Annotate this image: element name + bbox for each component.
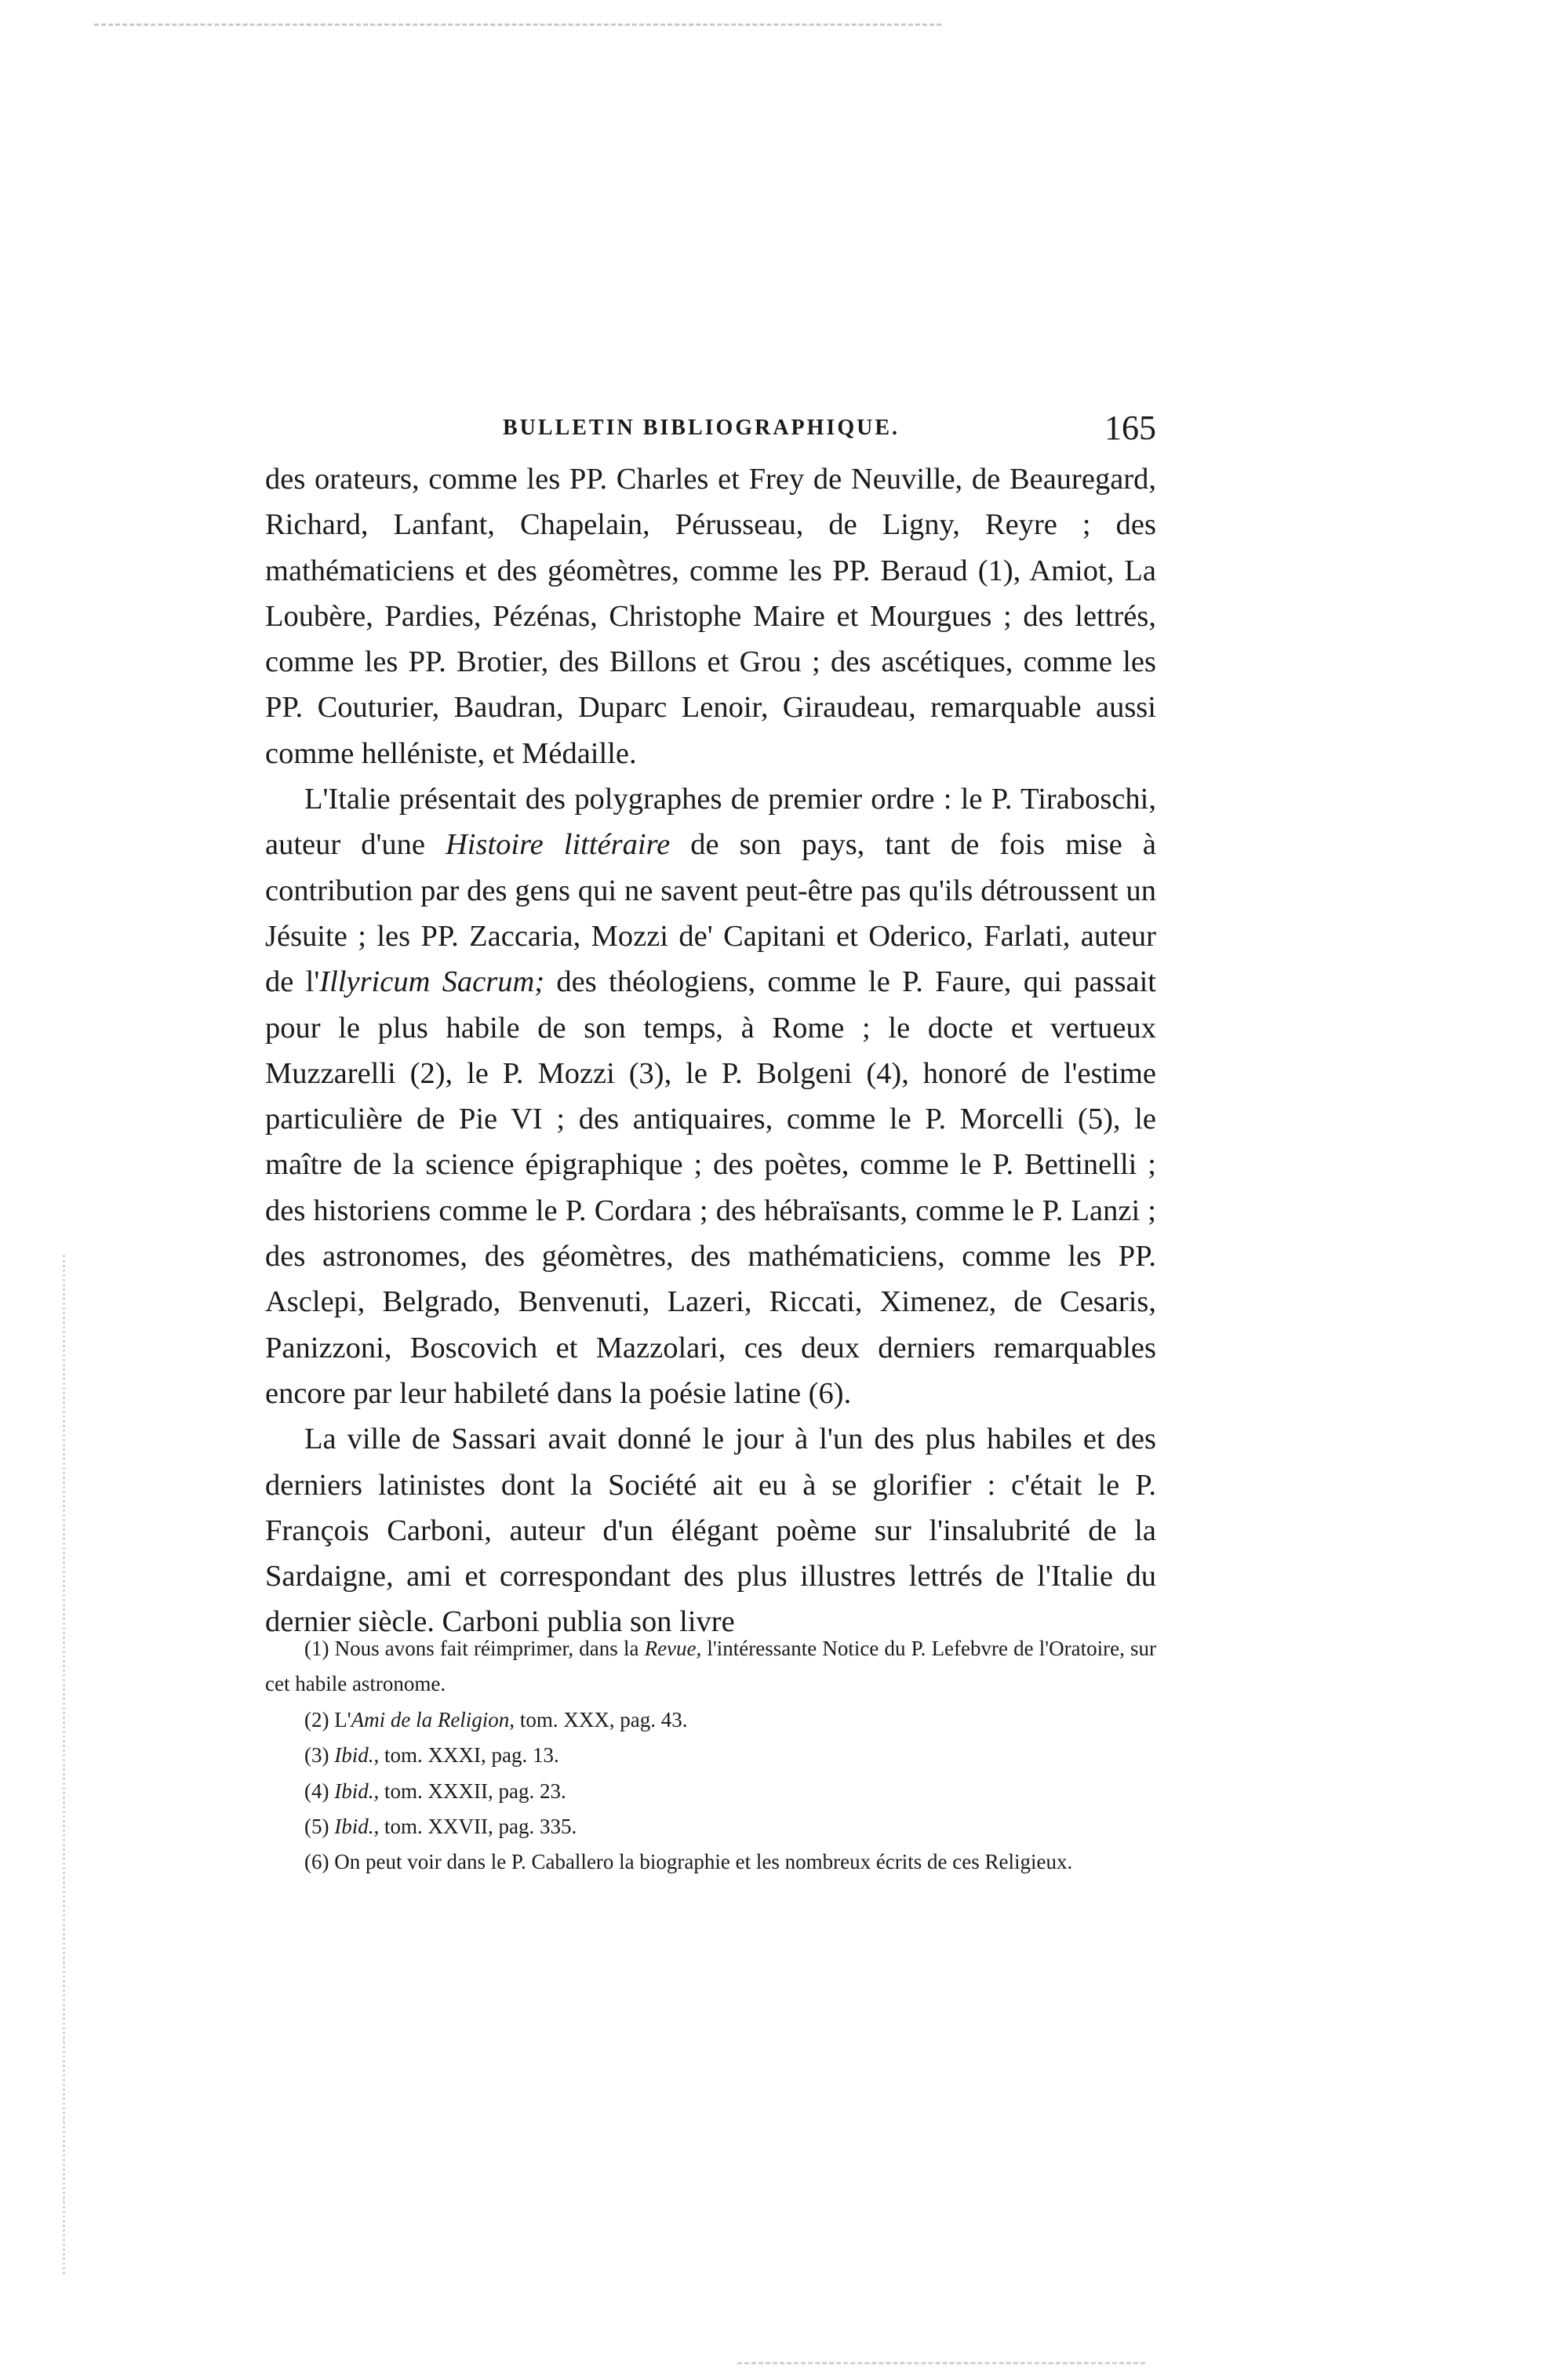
scan-artifact-margin (63, 1255, 68, 2274)
page-header (265, 408, 1156, 455)
footnotes (265, 1631, 1156, 1880)
paragraph-2-text-b: de son pays, tant de fois mise à contribution par des gens qui ne savent peut-être pas qu'ils détroussent un Jésuite ; les PP. Zaccaria, Mozzi de' Capitani et Oderico, Farlati, auteur de l' (265, 828, 1156, 999)
scan-artifact-bottom (737, 2362, 1145, 2364)
footnote-2-text-b: tom. XXX, pag. 43. (515, 1707, 688, 1731)
footnote-5-em: Ibid., (334, 1815, 380, 1839)
footnote-3-em: Ibid., (334, 1743, 380, 1768)
footnote-1-em: Revue, (644, 1637, 702, 1660)
paragraph-1 (265, 456, 1156, 776)
scan-artifact-top (94, 24, 941, 26)
footnote-6-text: (6) On peut voir dans le P. Caballero la biographie et les nombreux écrits de ces Religieux. (304, 1850, 1073, 1874)
footnote-6 (265, 1844, 1156, 1880)
footnote-4-em: Ibid., (334, 1779, 380, 1803)
footnote-5-text-b: tom. XXVII, pag. 335. (379, 1815, 577, 1839)
paragraph-2-text-a: L'Italie présentait des polygraphes de premier ordre : le P. Tiraboschi, auteur d'une (265, 783, 1156, 862)
paragraph-2-text-c: des théologiens, comme le P. Faure, qui passait pour le plus habile de son temps, à Rome ; le docte et vertueux Muzzarelli (2), le P. Mozzi (3), le P. Bolgeni (4), honoré de l'estime particulière de Pie VI ; des antiquaires, comme le P. Morcelli (5), le maître de la science épigraphique ; des poètes, comme le P. Bettinelli ; des historiens comme le P. Cordara ; des hébraïsants, comme le P. Lanzi ; des astronomes, des géomètres, des mathématiciens, comme les PP. Asclepi, Belgrado, Benvenuti, Lazeri, Riccati, Ximenez, de Cesaris, Panizzoni, Boscovich et Mazzolari, ces deux derniers remarquables encore par leur habileté dans la poésie latine (6). (265, 965, 1156, 1410)
paragraph-3 (265, 1416, 1156, 1644)
page-number: 165 (1104, 409, 1156, 447)
footnote-4-text-a: (4) (304, 1779, 335, 1803)
paragraph-2 (265, 776, 1156, 1416)
paragraph-3-text: La ville de Sassari avait donné le jour à l'un des plus habiles et des derniers latinistes dont la Société ait eu à se glorifier : c'était le P. François Carboni, auteur d'un élégant poème sur l'insalubrité de la Sardaigne, ami et correspondant des plus illustres lettrés de l'Italie du dernier siècle. Carboni publia son livre (265, 1423, 1156, 1639)
paragraph-2-title-histoire: Histoire littéraire (446, 828, 671, 862)
footnote-2-text-a: (2) L' (304, 1707, 351, 1731)
footnote-1-text-b: l'intéressante Notice du P. Lefebvre de l'Oratoire, sur cet habile astronome. (265, 1637, 1156, 1696)
body-text (265, 456, 1156, 1645)
footnote-2 (265, 1702, 1156, 1738)
footnote-3-text-b: tom. XXXI, pag. 13. (379, 1743, 559, 1768)
footnote-3 (265, 1738, 1156, 1773)
footnote-1 (265, 1631, 1156, 1702)
footnote-4-text-b: tom. XXXII, pag. 23. (379, 1779, 566, 1803)
footnote-1-text-a: (1) Nous avons fait réimprimer, dans la (304, 1637, 645, 1660)
paragraph-2-title-illyricum: Illyricum Sacrum; (319, 965, 545, 999)
footnote-5 (265, 1809, 1156, 1844)
running-title: BULLETIN BIBLIOGRAPHIQUE. (503, 416, 900, 440)
footnote-3-text-a: (3) (304, 1743, 335, 1768)
footnote-4 (265, 1774, 1156, 1809)
paragraph-1-text: des orateurs, comme les PP. Charles et Frey de Neuville, de Beauregard, Richard, Lanfant, Chapelain, Pérusseau, de Ligny, Reyre ; des mathématiciens et des géomètres, comme les PP. Beraud (1), Amiot, La Loubère, Pardies, Pézénas, Christophe Maire et Mourgues ; des lettrés, comme les PP. Brotier, des Billons et Grou ; des ascétiques, comme les PP. Couturier, Baudran, Duparc Lenoir, Giraudeau, remarquable aussi comme helléniste, et Médaille. (265, 463, 1156, 770)
footnote-5-text-a: (5) (304, 1815, 335, 1839)
footnote-2-em: Ami de la Religion, (351, 1707, 515, 1731)
